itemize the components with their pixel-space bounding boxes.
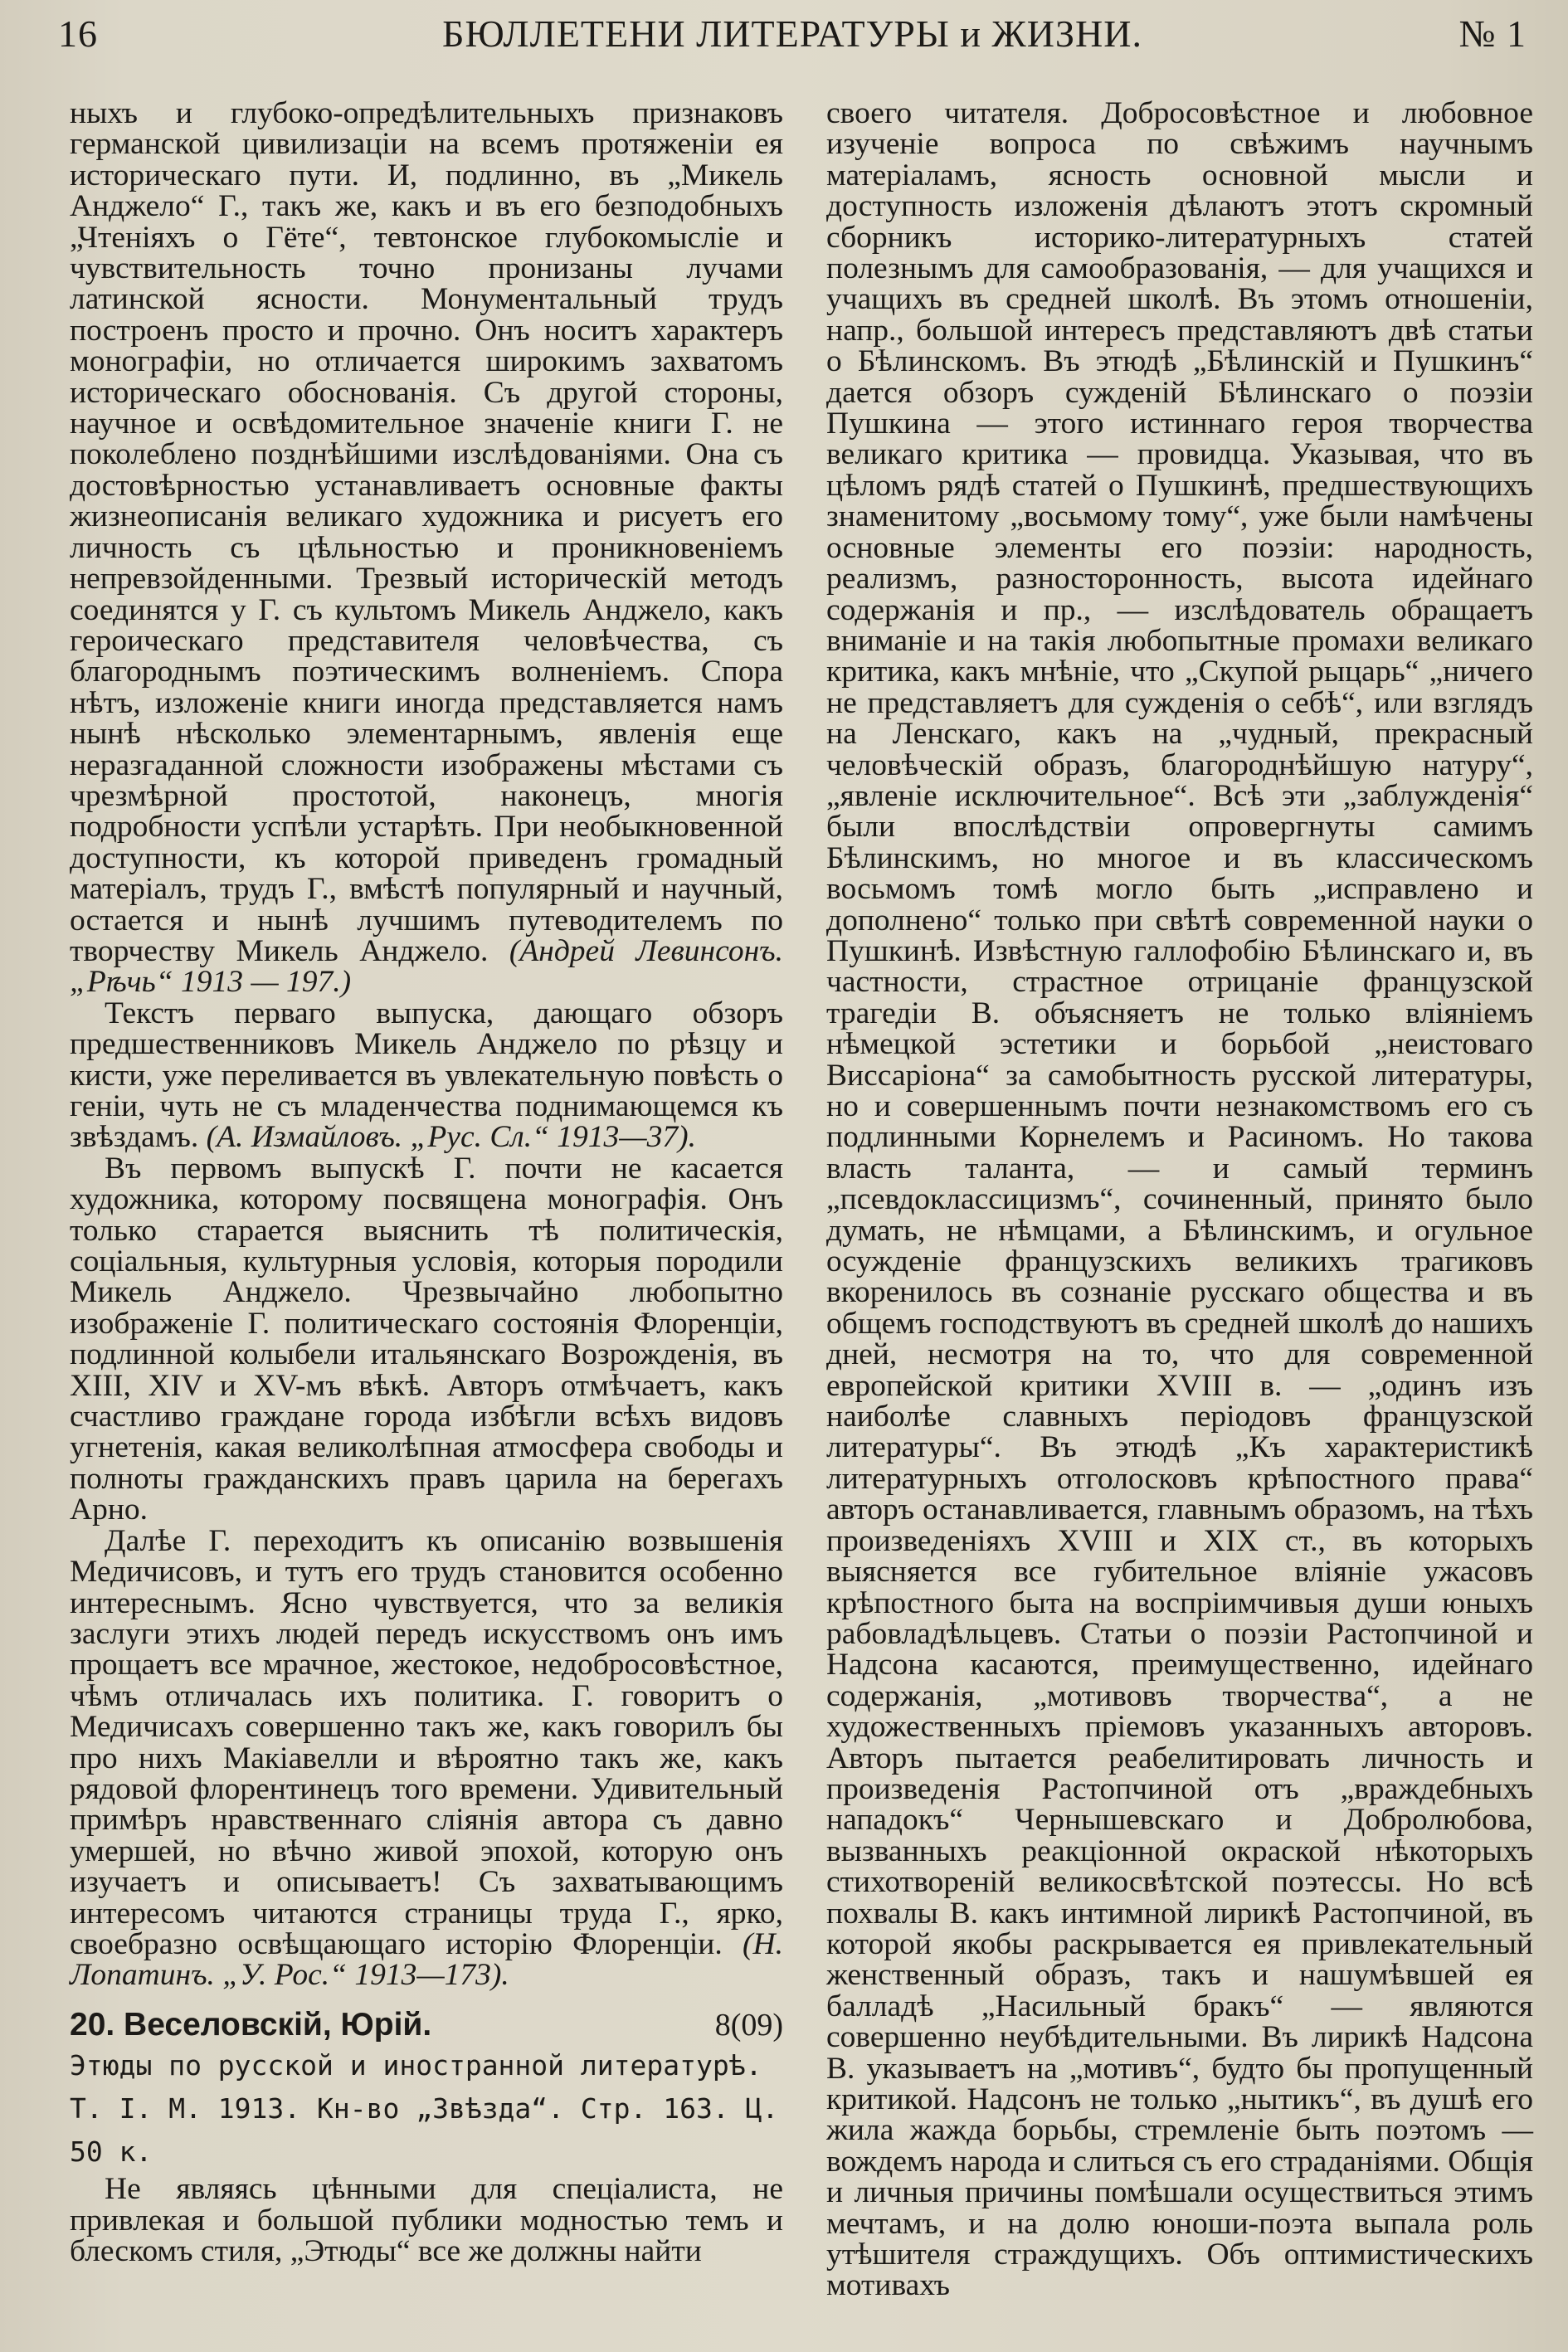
journal-title: БЮЛЛЕТЕНИ ЛИТЕРАТУРЫ и ЖИЗНИ. [442, 12, 1142, 55]
review-paragraph [70, 998, 783, 1153]
bibliographic-description: Этюды по русской и иностранной литературѣ. Т. I. М. 1913. Кн-во „Звѣзда“. Стр. 163. Ц. 50 к. [70, 2049, 779, 2169]
review-paragraph: Не являясь цѣнными для спеціалиста, не привлекая и большой публики модностью темъ и блескомъ стиля, „Этюды“ все же должны найти [70, 2172, 783, 2268]
review-citation: (Андрей Левинсонъ. „Рѣчь“ 1913 — 197.) [70, 933, 784, 1000]
review-paragraph: своего читателя. Добросовѣстное и любовное изученіе вопроса по свѣжимъ научнымъ матеріаламъ, ясность основной мысли и доступность изложенія дѣлаютъ этотъ скромный сборникъ историко-литературныхъ статей полезнымъ для самообразованія, — для учащихся и учащихъ въ средней школѣ. Въ этомъ отношеніи, напр., большой интересъ представляютъ двѣ статьи о Бѣлинскомъ. Въ этюдѣ „Бѣлинскій и Пушкинъ“ дается обзоръ сужденій Бѣлинскаго о поэзіи Пушкина — этого истиннаго героя творчества великаго критика — провидца. Указывая, что въ цѣломъ рядѣ статей о Пушкинѣ, предшествующихъ знаменитому „восьмому тому“, уже были намѣчены основные элементы его поэзіи: народность, реализмъ, разносторонность, высота идейнаго содержанія и пр., — изслѣдователь обращаетъ вниманіе и на такія любопытные промахи великаго критика, какъ мнѣніе, что „Скупой рыцарь“ „ничего не представляетъ для сужденія о себѣ“, или взглядъ на Ленскаго, какъ на „чудный, прекрасный человѣческій образъ, благороднѣйшую натуру“, „явленіе исключительное“. Всѣ эти „заблужденія“ были впослѣдствіи опровергнуты самимъ Бѣлинскимъ, но многое и въ классическомъ восьмомъ томѣ могло быть „исправлено и дополнено“ только при свѣтѣ современной науки о Пушкинѣ. Извѣстную галлофобію Бѣлинскаго и, въ частности, страстное отрицаніе французской трагедіи В. объясняетъ не только вліяніемъ нѣмецкой эстетики и борьбой „неистоваго Виссаріона“ за самобытность русской литературы, но и совершеннымъ почти незнакомствомъ его съ подлинными Корнелемъ и Расиномъ. Но такова власть таланта, — и самый терминъ „псевдоклассицизмъ“, сочиненный, принято было думать, не нѣмцами, а Бѣлинскимъ, и огульное осужденіе французскихъ великихъ трагиковъ вкоренилось въ сознаніе русскаго общества и въ общемъ господствуютъ въ средней школѣ до нашихъ дней, несмотря на то, что для современной европейской критики XVIII в. — „одинъ изъ наиболѣе славныхъ періодовъ французской литературы“. Въ этюдѣ „Къ характеристикѣ литературныхъ отголосковъ крѣпостного права“ авторъ останавливается, главнымъ образомъ, на тѣхъ произведеніяхъ XVIII и XIX ст., въ которыхъ выясняется все губительное вліяніе ужасовъ крѣпостного быта на воспріимчивыя души юныхъ рабовладѣльцевъ. Статьи о поэзіи Растопчиной и Надсона касаются, преимущественно, идейнаго содержанія, „мотивовъ творчества“, а не художественныхъ пріемовъ указанныхъ авторовъ. Авторъ пытается реабелитировать личность и произведенія Растопчиной отъ „враждебныхъ нападокъ“ Чернышевскаго и Добролюбова, вызванныхъ реакціонной окраской нѣкоторыхъ стихотвореній великосвѣтской поэтессы. Но всѣ похвалы В. какъ интимной лирикѣ Растопчиной, въ которой якобы раскрывается ея привлекательный женственный образъ, такъ и нашумѣвшей ея балладѣ „Насильный бракъ“ — являются совершенно неубѣдительными. Въ лирикѣ Надсона В. указываетъ на „мотивъ“, будто бы пропущенный критикой. Надсонъ не только „нытикъ“, въ душѣ его жила жажда борьбы, стремленіе быть поэтомъ — вождемъ народа и слиться съ его страданіями. Общія и личныя причины помѣшали осуществиться этимъ мечтамъ, и на долю юноши-поэта выпала роль утѣшителя страждущихъ. Объ оптимистическихъ мотивахъ [826, 96, 1533, 2303]
review-paragraph: Въ первомъ выпускѣ Г. почти не касается художника, которому посвящена монографія. Онъ только старается выяснить тѣ политическія, соціальныя, культурныя условія, которыя породили Микель Анджело. Чрезвычайно любопытно изображеніе Г. политическаго состоянія Флоренціи, подлинной колыбели итальянскаго Возрожденія, въ XIII, XIV и XV-мъ вѣкѣ. Авторъ отмѣчаетъ, какъ счастливо граждане города избѣгли всѣхъ видовъ угнетенія, какая великолѣпная атмосфера свободы и полноты гражданскихъ правъ царила на берегахъ Арно. [70, 1151, 783, 1527]
review-citation: (Н. Лопатинъ. „У. Рос.“ 1913—173). [70, 1926, 783, 1993]
review-text: Далѣе Г. переходитъ къ описанію возвышенія Медичисовъ, и тутъ его трудъ становится особенно интереснымъ. Ясно чувствуется, что за великія заслуги этихъ людей передъ искусствомъ онъ имъ прощаетъ все мрачное, жестокое, недобросовѣстное, чѣмъ отличалась ихъ политика. Г. говоритъ о Медичисахъ совершенно такъ же, какъ говорилъ бы про нихъ Макіавелли и вѣроятно такъ же, какъ рядовой флорентинецъ того времени. Удивительный примѣръ нравственнаго слiянія автора съ давно умершей, но вѣчно живой эпохой, которую онъ изучаетъ и описываетъ! Съ захватывающимъ интересомъ читаются страницы труда Г., ярко, своебразно освѣщающаго исторію Флоренціи. [70, 1523, 783, 1961]
bibliography-entry-heading [70, 2006, 783, 2043]
review-paragraph [70, 1523, 783, 1993]
page-number: 16 [58, 12, 98, 55]
running-header [58, 12, 1527, 61]
left-column [70, 98, 783, 2267]
right-column [826, 98, 1533, 2301]
classification-code: 8(09) [714, 2007, 783, 2043]
issue-number: № 1 [1458, 12, 1527, 55]
review-citation: (А. Измайловъ. „Рус. Сл.“ 1913—37). [206, 1120, 697, 1155]
entry-author: 20. Веселовскій, Юрій. [70, 2006, 432, 2043]
review-text: ныхъ и глубоко-опредѣлительныхъ признаковъ германской цивилизаціи на всемъ протяженіи ея историческаго пути. И, подлинно, въ „Микель Анджело“ Г., такъ же, какъ и въ его безподобныхъ „Чтеніяхъ о Гёте“, тевтонское глубокомысліе и чувствительность точно пронизаны лучами латинской ясности. Монументальный трудъ построенъ просто и прочно. Онъ носитъ характеръ монографіи, но отличается широкимъ захватомъ историческаго обоснованія. Съ другой стороны, научное и освѣдомительное значеніе книги Г. не поколеблено позднѣйшими изслѣдованіями. Она съ достовѣрностью устанавливаетъ основные факты жизнеописанія великаго художника и рисуетъ его личность съ цѣльностью и проникновеніемъ непревзойденными. Трезвый историческій методъ соединятся у Г. съ культомъ Микель Анджело, какъ героическаго представителя человѣчества, съ благороднымъ поэтическимъ волненіемъ. Спора нѣтъ, изложеніе книги иногда представляется намъ нынѣ нѣсколько элементарнымъ, явленія еще неразгаданной сложности изображены мѣстами съ чрезмѣрной простотой, наконецъ, многія подробности успѣли устарѣть. При необыкновенной доступности, къ которой приведенъ громадный матеріалъ, трудъ Г., вмѣстѣ популярный и научный, остается и нынѣ лучшимъ путеводителемъ по творчеству Микель Анджело. [70, 96, 783, 968]
review-paragraph [70, 98, 783, 998]
review-text: Текстъ перваго выпуска, дающаго обзоръ предшественниковъ Микель Анджело по рѣзцу и кисти, уже переливается въ увлекательную повѣсть о геніи, чуть не съ младенчества поднимающемся къ звѣздамъ. [70, 996, 783, 1155]
